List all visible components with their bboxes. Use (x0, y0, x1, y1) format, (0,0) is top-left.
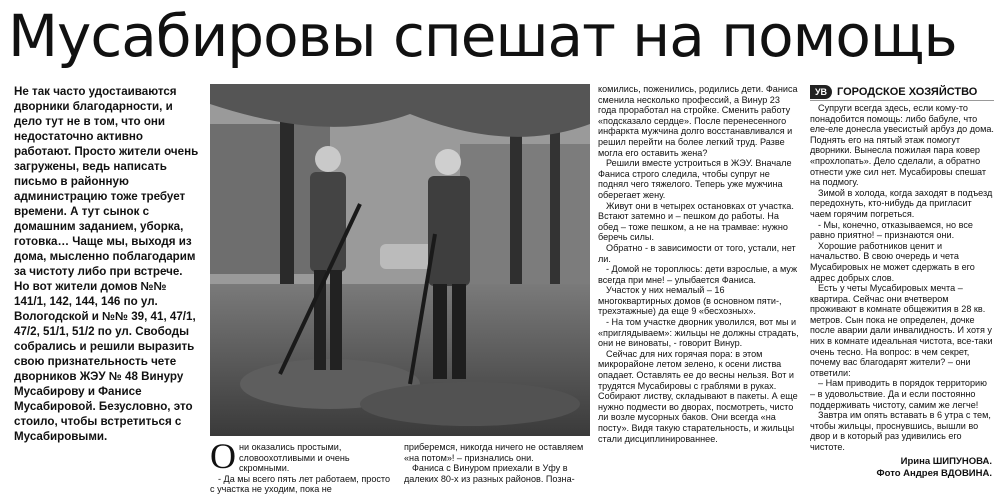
paragraph: Участок у них немалый – 16 многоквартирных домов (в основном пяти-, трехэтажные) да еще 9 «бесхозных». (598, 285, 782, 317)
paragraph: Решили вместе устроиться в ЖЭУ. Вначале Фаниса строго следила, чтобы супруг не поднял чего тяжелого. Теперь уже мужчина оберегает жену. (598, 158, 792, 200)
paragraph: Сейчас для них горячая пора: в этом микрорайоне летом зелено, к осени листва опадает. Оставлять ее до весны нельзя. Вот и трудятся Мусабировы с граблями в руках. Собирают листву, складывают в пакеты. А еще нужно подмести во дворах, посмотреть, чисто ли возле мусорных баков. Они всегда «на посту». Видя такую старательность, и жильцы стали дисциплинированнее. (598, 348, 798, 444)
under-photo-col-1 (210, 436, 396, 495)
under-photo-p4: Фаниса с Винуром приехали в Уфу в далеких 80-х из разных районов. Позна- (404, 463, 575, 484)
under-photo-col-2 (404, 442, 590, 482)
paragraph: - Мы, конечно, отказываемся, но все равно приятно! – признаются они. (810, 219, 973, 241)
article-lead (14, 84, 200, 480)
lead-paragraph: Не так часто удостаиваются дворники благодарности, и дело тут не в том, что они недостаточно активно работают. Просто жители очень загружены, ведь написать письмо в районную администрацию тоже требует времени. А тут сынок с домашним заданием, уборка, готовка… Чаще мы, выходя из дома, мысленно поблагодарим за чистоту либо при встрече. Но вот жители домов №№ 141/1, 142, 144, 146 по ул. Вологодской и №№ 39, 41, 47/1, 47/2, 51/1, 51/2 по ул. Свободы собрались и решили выразить свою признательность чете дворников ЖЭУ № 48 Винуру Мусабирову и Фанисе Мусабировой. Безусловно, это стоило, чтобы встретиться с Мусабировыми. (14, 85, 199, 443)
section-title: ГОРОДСКОЕ ХОЗЯЙСТВО (837, 86, 978, 98)
paragraph: Супруги всегда здесь, если кому-то понадобится помощь: либо бабуле, что еле-еле донесла увесистый арбуз до дома. Поднять его на пятый этаж помогут дворники. Вынесла пожилая пара ковер «прохлопать». Дело сделали, а обратно отнести уже сил нет. Мусабировы спешат на подмогу. (810, 103, 994, 188)
byline-photo-credit: Фото Андрея ВДОВИНА. (876, 468, 992, 479)
byline (877, 456, 992, 480)
paragraph: – Нам приводить в порядок территорию – в удовольствие. Да и если постоянно поддерживать чистоту, самим же легче! (810, 378, 987, 410)
under-photo-p2: - Да мы всего пять лет работаем, просто с участка не уходим, пока не (210, 473, 391, 495)
section-heading (810, 84, 994, 101)
paragraph: Живут они в четырех остановках от участка. Встают затемно и – пешком до работы. На обед – тоже пешком, а не на трамвае: нужно беречь силы. (598, 200, 794, 243)
under-photo-p3: приберемся, никогда ничего не оставляем «на потом»! – признались они. (404, 442, 584, 463)
uv-badge-icon: УВ (810, 85, 832, 99)
paragraph: - Домой не тороплюсь: дети взрослые, а муж всегда при мне! – улыбается Фаниса. (598, 264, 798, 285)
article-headline: Мусабировы спешат на помощь (8, 2, 957, 70)
photo-dvorniki-illustration (210, 84, 590, 436)
paragraph: Завтра им опять вставать в 6 утра с тем, чтобы жильцы, проснувшись, вышли во двор и в который раз удивились его чистоте. (810, 410, 991, 452)
paragraph: Обратно - в зависимости от того, устали, нет ли. (598, 242, 796, 264)
byline-author: Ирина ШИПУНОВА. (900, 456, 992, 467)
paragraph: Хорошие работников ценит и начальство. В свою очередь и чета Мусабировых не может сдержать в его адрес добрых слов. (810, 240, 975, 283)
paragraph: комились, поженились, родились дети. Фаниса сменила несколько профессий, а Винур 23 года проработал на стройке. Сменить работу «подсказало сердце». После перенесенного инфаркта мужчина долго восстанавливался и решил перейти на более легкий труд. Разве могла его оставить жена? (598, 84, 798, 158)
under-photo-p1: ни оказались простыми, словоохотливыми и очень скромными. (239, 442, 350, 474)
article-column-3 (598, 84, 800, 482)
article-photo (210, 84, 590, 436)
paragraph: Есть у четы Мусабировых мечта – квартира. Сейчас они вчетвером проживают в комнате общежития в 28 кв. метров. Сын пока не определен, дочке после аварии дали инвалидность. И хотя у них в комнате идеальная чистота, все-таки очень тесно. На вопрос: в чем секрет, почему вас благодарят жители? – они ответили: (810, 283, 993, 378)
dropcap: О (210, 436, 236, 476)
paragraph: - На том участке дворник уволился, вот мы и «приглядываем»: жильцы не должны страдать, они не виноваты, - говорит Винур. (598, 317, 799, 349)
article-column-4 (810, 103, 994, 479)
under-photo-text (210, 436, 590, 495)
paragraph: Зимой в холода, когда заходят в подъезд передохнуть, кто-нибудь да пригласит чаем горячим погреться. (810, 187, 993, 219)
